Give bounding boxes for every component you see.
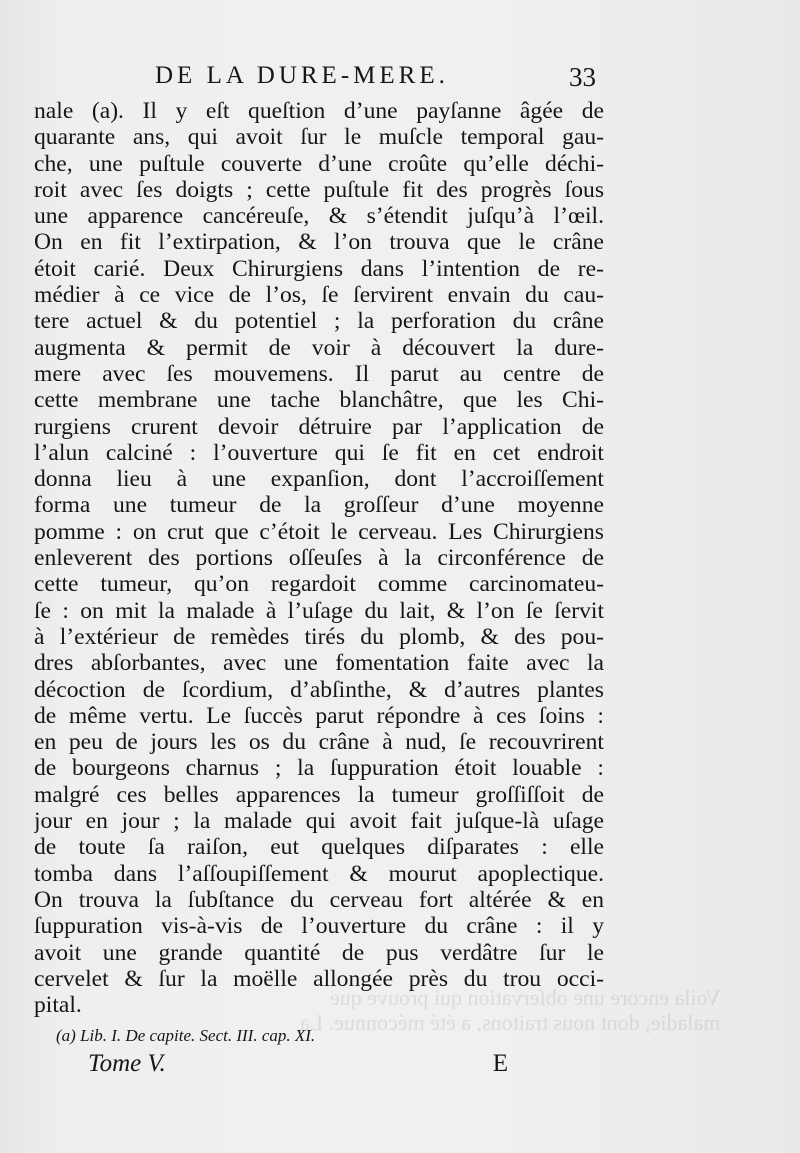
text-line: roit avec ſes doigts ; cette puſtule fit des progrès ſous <box>34 176 604 203</box>
text-line: rurgiens crurent devoir détruire par l’application de <box>34 413 604 440</box>
text-line: médier à ce vice de l’os, ſe ſervirent envain du cau- <box>34 282 604 309</box>
text-line: nale (a). Il y eſt queſtion d’une payſanne âgée de <box>34 98 604 124</box>
text-line: mere avec ſes mouvemens. Il parut au centre de <box>34 360 604 387</box>
text-line: cette membrane une tache blanchâtre, que les Chi- <box>34 387 604 414</box>
text-line: On en fit l’extirpation, & l’on trouva que le crâne <box>34 229 604 256</box>
text-line: donna lieu à une expanſion, dont l’accroiſſement <box>34 466 604 493</box>
text-line: tomba dans l’aſſoupiſſement & mourut apoplectique. <box>34 860 604 887</box>
text-line: avoit une grande quantité de pus verdâtre ſur le <box>34 939 604 966</box>
text-line: pital. <box>34 992 82 1019</box>
text-line: en peu de jours les os du crâne à nud, ſe recouvrirent <box>34 729 604 756</box>
text-line: ſe : on mit la malade à l’uſage du lait, & l’on ſe ſervit <box>34 597 604 624</box>
text-line: l’alun calciné : l’ouverture qui ſe fit en cet endroit <box>34 439 604 466</box>
text-line: malgré ces belles apparences la tumeur groſſiſſoit de <box>34 781 604 808</box>
text-line: à l’extérieur de remèdes tirés du plomb, & des pou- <box>34 623 604 650</box>
text-line: dres abſorbantes, avec une fomentation faite avec la <box>34 650 604 677</box>
volume-label: Tome V. <box>88 1050 166 1077</box>
body-text <box>34 98 604 1018</box>
text-line: décoction de ſcordium, d’abſinthe, & d’autres plantes <box>34 676 604 703</box>
text-line: quarante ans, qui avoit ſur le muſcle temporal gau- <box>34 124 604 151</box>
signature-mark: E <box>492 1050 508 1077</box>
text-line: de même vertu. Le ſuccès parut répondre à ces ſoins : <box>34 702 604 729</box>
text-line: jour en jour ; la malade qui avoit fait juſque-là uſage <box>34 808 604 835</box>
text-line: augmenta & permit de voir à découvert la dure- <box>34 334 604 361</box>
text-line: On trouva la ſubſtance du cerveau fort altérée & en <box>34 886 604 913</box>
text-line: forma une tumeur de la groſſeur d’une moyenne <box>34 492 604 519</box>
text-line: che, une puſtule couverte d’une croûte qu’elle déchi- <box>34 150 604 177</box>
text-line: enleverent des portions oſſeuſes à la circonférence de <box>34 545 604 572</box>
text-line: de bourgeons charnus ; la ſuppuration étoit louable : <box>34 755 604 782</box>
text-line: cette tumeur, qu’on regardoit comme carcinomateu- <box>34 571 604 598</box>
page-number: 33 <box>569 62 596 92</box>
text-line: pomme : on crut que c’étoit le cerveau. Les Chirurgiens <box>34 518 604 545</box>
show-through-text: maladie, dont nous traitons, a été méconnue. La <box>300 1010 721 1035</box>
text-line: une apparence cancéreuſe, & s’étendit juſqu’à l’œil. <box>34 203 604 230</box>
text-line: de toute ſa raiſon, eut quelques diſparates : elle <box>34 834 604 861</box>
text-line: tere actuel & du potentiel ; la perforation du crâne <box>34 308 604 335</box>
text-line: ſuppuration vis-à-vis de l’ouverture du crâne : il y <box>34 913 604 940</box>
text-line: cervelet & ſur la moëlle allongée près du trou occi- <box>34 965 604 992</box>
text-line: étoit carié. Deux Chirurgiens dans l’intention de re- <box>34 255 604 282</box>
running-head-title: DE LA DURE-MERE. <box>155 62 449 89</box>
show-through-text: Voila encore une obſervation qui prouve que <box>330 985 721 1010</box>
signature-line <box>88 1050 508 1086</box>
running-head <box>150 62 600 102</box>
footnote: (a) Lib. I. De capite. Sect. III. cap. XI. <box>56 1026 316 1045</box>
